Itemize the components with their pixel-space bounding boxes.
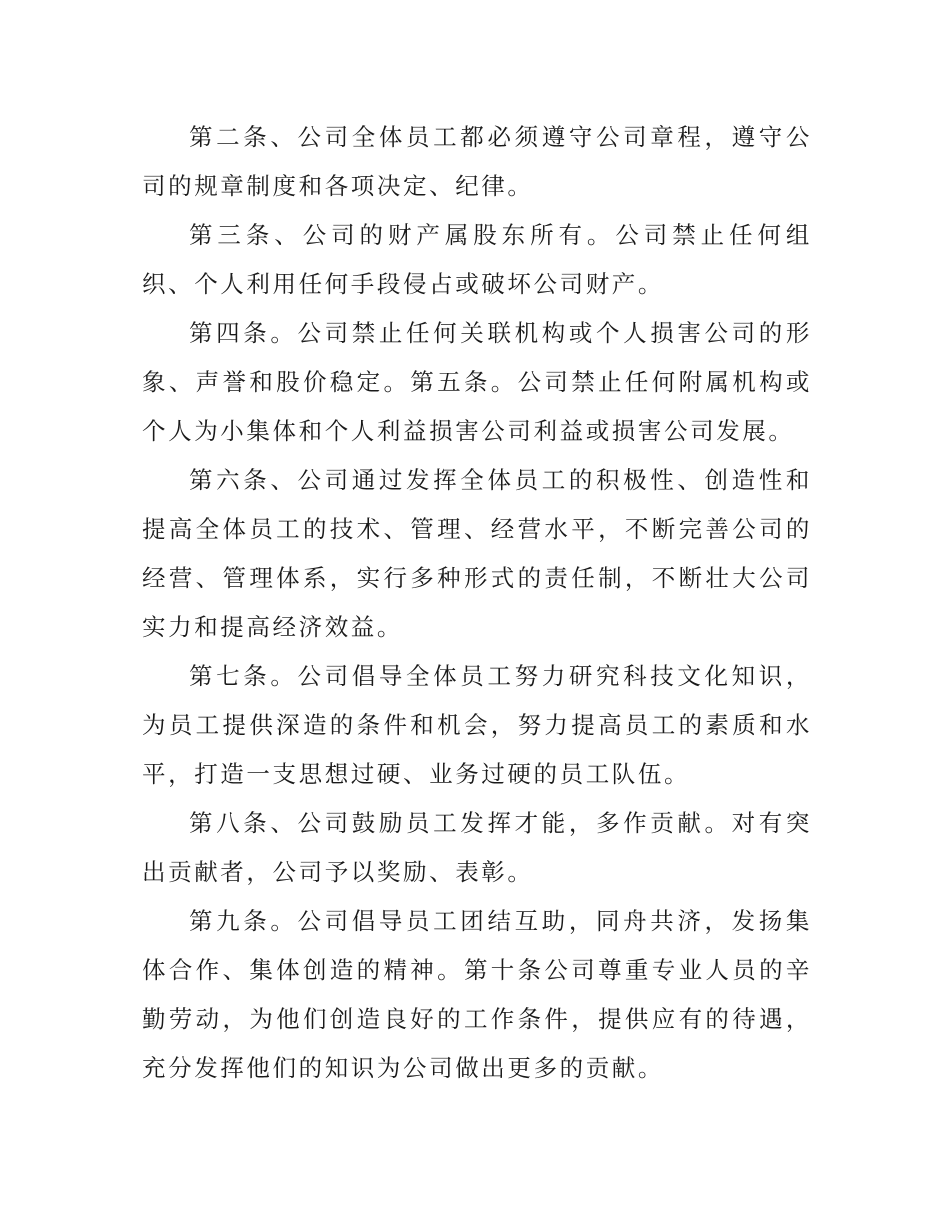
paragraph-article-7: 第七条。公司倡导全体员工努力研究科技文化知识，为员工提供深造的条件和机会，努力提高员工的素质和水平，打造一支思想过硬、业务过硬的员工队伍。 — [142, 662, 812, 788]
paragraph-article-6: 第六条、公司通过发挥全体员工的积极性、创造性和提高全体员工的技术、管理、经营水平，不断完善公司的经营、管理体系，实行多种形式的责任制，不断壮大公司实力和提高经济效益。 — [142, 466, 812, 641]
paragraph-article-2: 第二条、公司全体员工都必须遵守公司章程，遵守公司的规章制度和各项决定、纪律。 — [142, 123, 812, 200]
paragraph-article-8: 第八条、公司鼓励员工发挥才能，多作贡献。对有突出贡献者，公司予以奖励、表彰。 — [142, 809, 812, 886]
paragraph-article-9-10: 第九条。公司倡导员工团结互助，同舟共济，发扬集体合作、集体创造的精神。第十条公司尊重专业人员的辛勤劳动，为他们创造良好的工作条件，提供应有的待遇，充分发挥他们的知识为公司做出更多的贡献。 — [142, 907, 812, 1082]
document-body — [142, 113, 812, 1093]
paragraph-article-4-5: 第四条。公司禁止任何关联机构或个人损害公司的形象、声誉和股价稳定。第五条。公司禁止任何附属机构或个人为小集体和个人利益损害公司利益或损害公司发展。 — [142, 319, 812, 445]
paragraph-article-3: 第三条、公司的财产属股东所有。公司禁止任何组织、个人利用任何手段侵占或破坏公司财产。 — [142, 221, 812, 298]
